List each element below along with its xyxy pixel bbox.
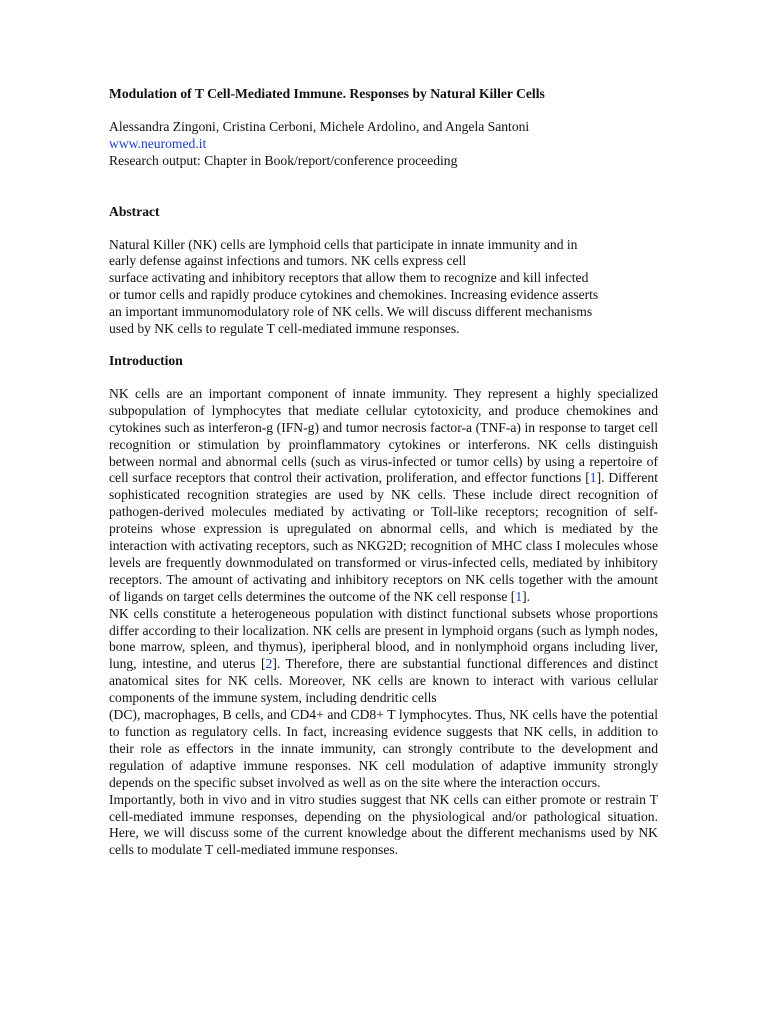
- abstract-line: used by NK cells to regulate T cell-mediated immune responses.: [109, 321, 460, 337]
- abstract-line: Natural Killer (NK) cells are lymphoid cells that participate in innate immunity and in: [109, 236, 578, 252]
- introduction-heading: Introduction: [109, 352, 183, 368]
- author-block: [109, 119, 658, 170]
- intro-p2-text-a: NK cells constitute a heterogeneous population with distinct functional subsets whose proportions differ according to their localization. NK cells are present in lymphoid organs (such as lymph nodes, bone marrow, spleen, and thymus), iperipheral blood, and in nonlymphoid organs including liver, lung, intestine, and uterus [: [109, 605, 658, 672]
- abstract-line: early defense against infections and tumors. NK cells express cell: [109, 253, 467, 269]
- citation-link[interactable]: 1: [589, 470, 597, 486]
- abstract-line: or tumor cells and rapidly produce cytokines and chemokines. Increasing evidence asserts: [109, 287, 599, 303]
- abstract-line: an important immunomodulatory role of NK cells. We will discuss different mechanisms: [109, 304, 593, 320]
- intro-p1-text-a: NK cells are an important component of innate immunity. They represent a highly specialized subpopulation of lymphocytes that mediate cellular cytotoxicity, and produce chemokines and cytokines such as interferon-g (IFN-g) and tumor necrosis factor-a (TNF-a) in response to target cell recognition or stimulation by proinflammatory cytokines or interferons. NK cells distinguish between normal and abnormal cells (such as virus-infected or tumor cells) by using a repertoire of cell surface receptors that control their activation, proliferation, and effector functions [: [109, 385, 658, 486]
- intro-p2-text-b: ]. Therefore, there are substantial functional differences and distinct anatomical sites for NK cells. Moreover, NK cells are known to interact with various cellular components of the immune system, including dendritic cells: [109, 656, 658, 706]
- website-link[interactable]: www.neuromed.it: [109, 135, 207, 151]
- abstract-line: surface activating and inhibitory receptors that allow them to recognize and kill infected: [109, 270, 589, 286]
- abstract-text: [109, 237, 658, 338]
- paper-title: Modulation of T Cell-Mediated Immune. Responses by Natural Killer Cells: [109, 86, 545, 101]
- research-output-line: Research output: Chapter in Book/report/conference proceeding: [109, 152, 458, 168]
- intro-paragraph-1: [109, 386, 658, 606]
- intro-p1-text-c: ].: [522, 588, 531, 604]
- citation-link[interactable]: 1: [515, 588, 523, 604]
- intro-paragraph-4: Importantly, both in vivo and in vitro studies suggest that NK cells can either promote or restrain T cell-mediated immune responses, depending on the physiological and/or pathological situation. Here, we will discuss some of the current knowledge about the different mechanisms used by NK cells to modulate T cell-mediated immune responses.: [109, 791, 658, 858]
- intro-p1-text-b: ]. Different sophisticated recognition strategies are used by NK cells. These include direct recognition of pathogen-derived molecules mediated by activating or Toll-like receptors; recognition of self-proteins whose expression is upregulated on abnormal cells, and which is mediated by the interaction with activating receptors, such as NKG2D; recognition of MHC class I molecules whose levels are frequently downmodulated on transformed or virus-infected cells, mediated by inhibitory receptors. The amount of activating and inhibitory receptors on NK cells together with the amount of ligands on target cells determines the outcome of the NK cell response [: [109, 470, 658, 604]
- authors-line: Alessandra Zingoni, Cristina Cerboni, Michele Ardolino, and Angela Santoni: [109, 118, 530, 134]
- intro-paragraph-2: [109, 606, 658, 707]
- abstract-heading: Abstract: [109, 203, 160, 219]
- citation-link[interactable]: 2: [265, 656, 273, 672]
- intro-paragraph-3: (DC), macrophages, B cells, and CD4+ and CD8+ T lymphocytes. Thus, NK cells have the potential to function as regulatory cells. In fact, increasing evidence suggests that NK cells, in addition to their role as effectors in the innate immunity, can strongly contribute to the development and regulation of adaptive immune responses. NK cell modulation of adaptive immunity strongly depends on the specific subset involved as well as on the site where the interaction occurs.: [109, 707, 658, 790]
- document-page: [109, 86, 658, 859]
